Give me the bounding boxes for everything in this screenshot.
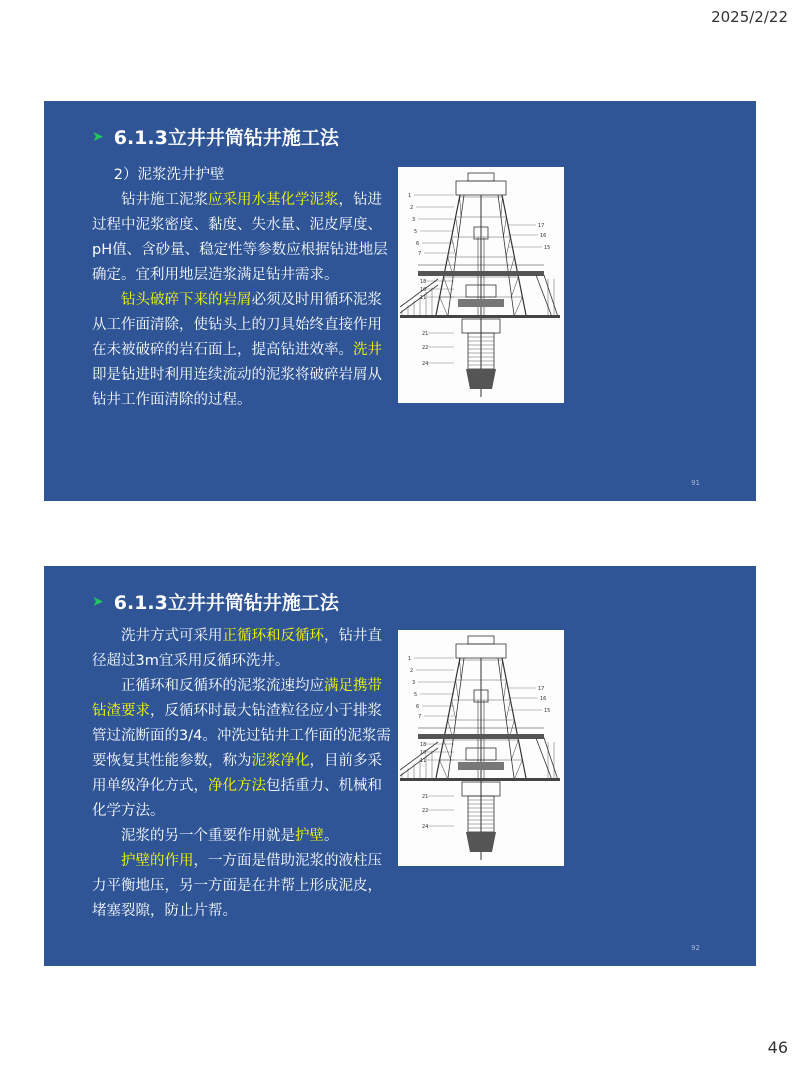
text-run: 洗井方式可采用 — [121, 628, 223, 644]
svg-text:18: 18 — [420, 279, 427, 285]
svg-text:6: 6 — [416, 704, 420, 710]
highlighted-text: 正循环和反循环 — [222, 628, 324, 644]
svg-text:24: 24 — [422, 361, 429, 367]
slide-title — [92, 588, 339, 615]
svg-text:10: 10 — [420, 287, 427, 293]
slide-92 — [44, 566, 756, 966]
paragraph-list — [92, 624, 394, 924]
svg-text:3: 3 — [412, 217, 416, 223]
text-run: ，目前多采用单级净化方式， — [92, 753, 382, 794]
svg-text:7: 7 — [418, 251, 422, 257]
highlighted-text: 满足携带钻渣要求 — [92, 678, 382, 719]
svg-text:2: 2 — [410, 668, 414, 674]
subheading: 2）泥浆洗井护壁 — [113, 167, 225, 183]
svg-text:3: 3 — [412, 680, 416, 686]
drilling-rig-illustration — [398, 630, 564, 866]
slide-body — [92, 624, 394, 924]
slide-91 — [44, 101, 756, 501]
svg-text:16: 16 — [540, 696, 547, 702]
highlighted-text: 护壁 — [295, 828, 324, 844]
slide-number: 91 — [691, 479, 700, 487]
drilling-rig-diagram — [398, 167, 564, 403]
svg-text:7: 7 — [418, 714, 422, 720]
svg-text:1: 1 — [408, 193, 412, 199]
svg-text:11: 11 — [420, 295, 427, 301]
svg-text:16: 16 — [540, 233, 547, 239]
paragraph-list — [92, 188, 394, 413]
highlighted-text: 净化方法 — [208, 778, 266, 794]
text-run: 必须及时用循环泥浆从工作面清除，使钻头上的刀具始终直接作用在未被破碎的岩石面上，提高钻进效率。 — [92, 292, 382, 358]
paragraph — [92, 849, 394, 924]
highlighted-text: 护壁的作用 — [121, 853, 194, 869]
svg-text:15: 15 — [544, 245, 551, 251]
paragraph — [92, 674, 394, 824]
svg-text:10: 10 — [420, 750, 427, 756]
svg-text:24: 24 — [422, 824, 429, 830]
text-run: ，反循环时最大钻渣粒径应小于排浆管过流断面的3/4。冲洗过钻井工作面的泥浆需要恢复其性能参数，称为 — [92, 703, 391, 769]
svg-text:18: 18 — [420, 742, 427, 748]
svg-text:5: 5 — [414, 692, 418, 698]
text-run: 包括重力、机械和化学方法。 — [92, 778, 382, 819]
arrow-bullet-icon: ➤ — [92, 593, 104, 610]
svg-text:17: 17 — [538, 686, 545, 692]
highlighted-text: 泥浆净化 — [251, 753, 310, 769]
highlighted-text: 应采用水基化学泥浆 — [208, 192, 339, 208]
text-run: ，钻井直径超过3m宜采用反循环洗井。 — [92, 628, 382, 669]
drilling-rig-illustration — [398, 167, 564, 403]
highlighted-text: 钻头破碎下来的岩屑 — [121, 292, 252, 308]
text-run: ，钻进过程中泥浆密度、黏度、失水量、泥皮厚度、pH值、含砂量、稳定性等参数应根据钻进地层确定。宜利用地层造浆满足钻井需求。 — [92, 192, 388, 283]
svg-text:6: 6 — [416, 241, 420, 247]
svg-text:1: 1 — [408, 656, 412, 662]
drilling-rig-diagram — [398, 630, 564, 866]
svg-text:22: 22 — [422, 345, 429, 351]
text-run: ，一方面是借助泥浆的液柱压力平衡地压，另一方面是在井帮上形成泥皮，堵塞裂隙，防止片帮。 — [92, 853, 382, 919]
text-run: 钻井施工泥浆 — [121, 192, 208, 208]
highlighted-text: 洗井 — [353, 342, 382, 358]
paragraph — [92, 288, 394, 413]
svg-text:21: 21 — [422, 331, 429, 337]
slide-body — [92, 163, 394, 413]
print-date: 2025/2/22 — [711, 8, 788, 26]
page-number: 46 — [767, 1038, 788, 1057]
text-run: 。 — [324, 828, 339, 844]
svg-text:22: 22 — [422, 808, 429, 814]
text-run: 正循环和反循环的泥浆流速均应 — [121, 678, 324, 694]
slide-title — [92, 123, 339, 150]
svg-text:11: 11 — [420, 758, 427, 764]
svg-text:5: 5 — [414, 229, 418, 235]
paragraph — [92, 624, 394, 674]
svg-text:21: 21 — [422, 794, 429, 800]
paragraph — [92, 824, 394, 849]
text-run: 即是钻进时利用连续流动的泥浆将破碎岩屑从钻井工作面清除的过程。 — [92, 367, 382, 408]
slide-number: 92 — [691, 944, 700, 952]
svg-text:15: 15 — [544, 708, 551, 714]
slide-title-text: 6.1.3立井井筒钻井施工法 — [113, 127, 339, 149]
paragraph — [92, 188, 394, 288]
arrow-bullet-icon: ➤ — [92, 128, 104, 145]
slide-title-text: 6.1.3立井井筒钻井施工法 — [113, 592, 339, 614]
text-run: 泥浆的另一个重要作用就是 — [121, 828, 295, 844]
svg-text:2: 2 — [410, 205, 414, 211]
svg-text:17: 17 — [538, 223, 545, 229]
